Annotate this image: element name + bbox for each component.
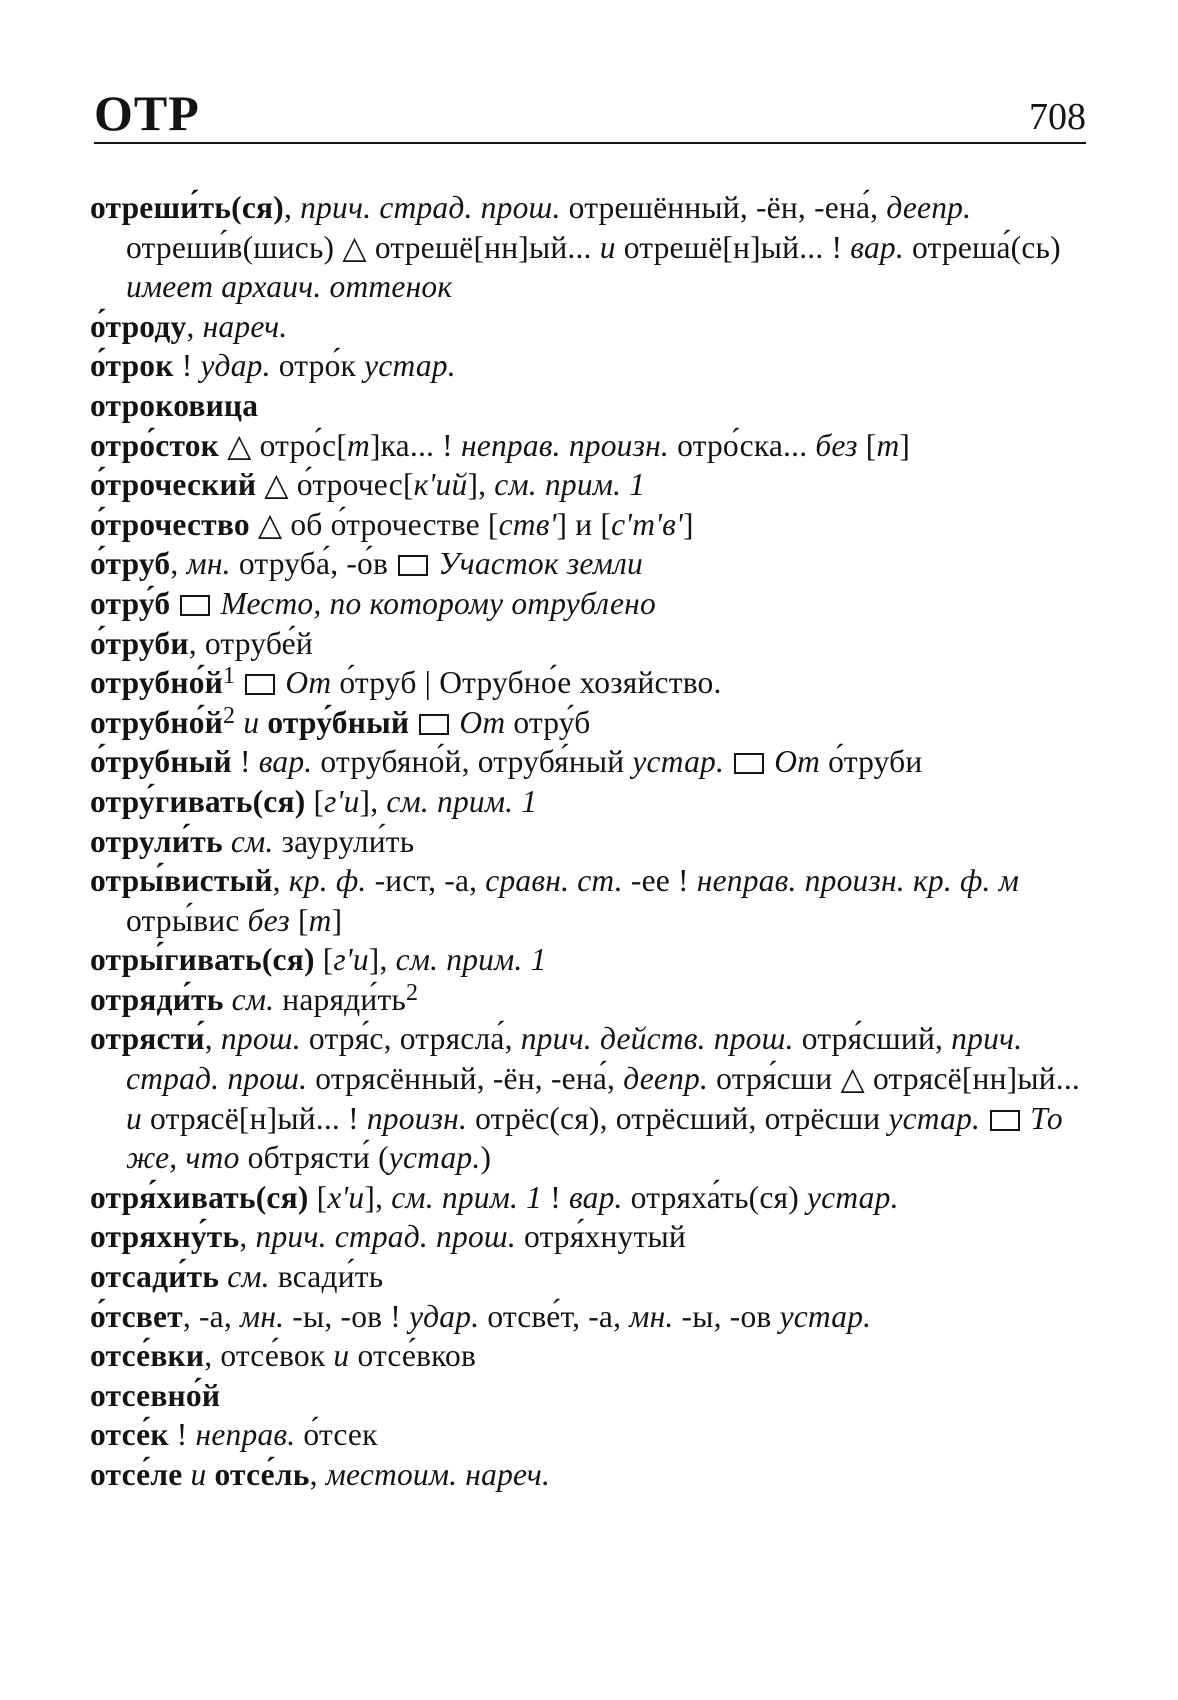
page-number: 708 (1029, 96, 1086, 138)
entry-text: , (170, 546, 187, 582)
dictionary-entry (90, 940, 1088, 980)
meaning-box-icon (419, 714, 449, 735)
entry-text (219, 1259, 227, 1294)
dictionary-entry (90, 188, 1088, 307)
italic-label: см. (227, 1259, 270, 1295)
italic-label: устар. (806, 1179, 899, 1215)
entry-text: △ о́трочес[ (256, 467, 414, 503)
entry-text: -ы, -ов (673, 1298, 780, 1334)
italic-label: От (459, 704, 506, 740)
entry-text (724, 744, 732, 779)
italic-label: мн. (629, 1298, 674, 1334)
entry-text: ) (480, 1140, 492, 1176)
entry-text: наряди́ть (274, 981, 406, 1017)
italic-label: прош. (220, 1021, 301, 1057)
entry-text: -ы, -ов ! (284, 1298, 410, 1334)
entry-text: отро́к (270, 348, 365, 384)
italic-label: удар. (200, 348, 271, 384)
headword: отрубно́й (90, 704, 224, 740)
entry-text: △ об о́трочестве [ (249, 506, 499, 542)
italic-label: вар. (258, 744, 313, 780)
italic-label: устар. (779, 1298, 872, 1334)
italic-label: прич. страд. прош. (300, 190, 561, 225)
dictionary-entry (90, 426, 1088, 466)
dictionary-entry (90, 1415, 1088, 1455)
meaning-box-icon (245, 674, 275, 695)
headword: отрули́ть (90, 823, 223, 859)
entry-text: отря́хнутый (515, 1219, 686, 1255)
headword: отсе́к (90, 1417, 169, 1453)
entry-text: , (283, 190, 301, 225)
entry-text: , (239, 1219, 256, 1255)
italic-label: и (599, 229, 616, 265)
entry-text (206, 1457, 214, 1492)
entry-text: заурули́ть (273, 823, 415, 859)
headword: отроковица (90, 387, 259, 423)
entry-text: , (186, 308, 203, 344)
dictionary-entry (90, 822, 1088, 862)
italic-label: устар. (888, 1100, 981, 1136)
italic-label: Место, по которому отрублено (220, 585, 656, 621)
italic-label: мн. (240, 1298, 285, 1334)
italic-label: с'т'в' (611, 506, 683, 542)
dictionary-entry (90, 346, 1088, 386)
entry-text: отры́вис (126, 902, 248, 938)
italic-label: т (308, 902, 332, 938)
headword: о́тсвет (90, 1298, 183, 1334)
entry-text: ], (467, 467, 495, 503)
entry-text: ] (899, 427, 911, 463)
entry-text: , (204, 1021, 221, 1057)
entry-text (766, 744, 774, 779)
italic-label: неправ. произн. (460, 427, 670, 463)
italic-label: и (333, 1338, 350, 1374)
italic-label: Участок земли (438, 546, 643, 582)
entry-text (224, 982, 232, 1017)
entry-text: , (309, 1457, 326, 1492)
homonym-index: 2 (223, 702, 236, 729)
headword: отреши́ть(ся) (90, 190, 284, 225)
headword: о́трубный (90, 744, 232, 780)
entry-text: ] (682, 506, 694, 542)
italic-label: к'ий (413, 467, 468, 503)
italic-label: г'и (324, 783, 360, 819)
dictionary-entry (90, 505, 1088, 545)
headword: о́трочество (90, 506, 250, 542)
entry-text: отрубяно́й, отрубя́ный (312, 744, 633, 780)
italic-label: устар. (364, 348, 456, 384)
italic-label: деепр. (623, 1061, 709, 1097)
entry-text: △ отро́с[ (219, 427, 348, 463)
entry-text: -ее ! (622, 863, 697, 899)
dictionary-entry (90, 307, 1088, 347)
headword: отсе́ль (214, 1457, 310, 1492)
italic-label: устар. (388, 1140, 481, 1176)
italic-label: произн. (366, 1100, 468, 1136)
entry-text: , (272, 863, 289, 899)
entry-text: отряха́ть(ся) (622, 1179, 807, 1215)
homonym-index: 1 (223, 663, 236, 690)
headword: о́труби (90, 625, 189, 661)
headword: отсади́ть (90, 1259, 220, 1295)
headword: отро́сток (90, 427, 219, 463)
entry-text: ] и [ (556, 506, 612, 542)
meaning-box-icon (398, 555, 428, 576)
italic-label: неправ. (195, 1417, 296, 1453)
entry-text: отрешённый, -ён, -ена́, (560, 190, 887, 225)
dictionary-entry (90, 1297, 1088, 1337)
entry-text: [ (308, 1179, 328, 1215)
entry-text: отрешё[н]ый... ! (615, 229, 851, 265)
italic-label: и (126, 1100, 142, 1136)
italic-label: прич. страд. прош. (255, 1219, 516, 1255)
headword: о́трок (90, 348, 174, 384)
entry-text: -ист, -а, (366, 863, 486, 899)
italic-label: То же, что (126, 1100, 1063, 1176)
entry-text: отреша́(сь) (903, 229, 1061, 265)
headword: о́труб (90, 546, 171, 582)
italic-label: удар. (409, 1298, 480, 1334)
entry-text: ] (331, 902, 343, 938)
headword: отры́вистый (90, 863, 273, 899)
headword: отсевно́й (90, 1377, 221, 1413)
headword: отру́б (90, 585, 171, 621)
italic-label: и (190, 1457, 207, 1492)
italic-label: без (815, 427, 858, 463)
entry-text (980, 1101, 988, 1136)
headword: о́троческий (90, 467, 257, 503)
entry-text: , -а, (182, 1298, 241, 1334)
dictionary-entry (90, 1019, 1088, 1177)
entry-text: ]ка... ! (369, 427, 461, 463)
italic-label: см. прим. 1 (391, 1179, 543, 1215)
headword: отря́хивать(ся) (90, 1179, 309, 1215)
italic-label: устар. (632, 744, 725, 780)
entry-text: ], (364, 1179, 392, 1215)
headword: отру́гивать(ся) (90, 783, 306, 819)
entry-text: ! (231, 744, 259, 780)
italic-label: см. прим. 1 (395, 942, 547, 978)
italic-label: вар. (850, 229, 904, 265)
dictionary-entry (90, 861, 1088, 940)
entry-text: , отрубе́й (188, 625, 313, 661)
headword: отсе́вки (90, 1338, 205, 1374)
headword: отрясти́ (90, 1021, 205, 1057)
dictionary-entry (90, 1336, 1088, 1376)
headword: отру́бный (267, 704, 410, 740)
italic-label: прич. страд. прош. (126, 1021, 1023, 1097)
entry-text (212, 586, 220, 621)
italic-label: и (243, 704, 260, 740)
italic-label: От (774, 744, 821, 780)
dictionary-entry (90, 1376, 1088, 1416)
entry-text: отрясённый, -ён, -ена́, (307, 1061, 624, 1097)
entry-text: о́труби (820, 744, 923, 780)
dictionary-entry (90, 663, 1088, 703)
entry-text: ], (368, 942, 396, 978)
italic-label: см. прим. 1 (386, 783, 538, 819)
meaning-box-icon (990, 1110, 1020, 1131)
entry-text: ! (173, 348, 201, 384)
dictionary-entry (90, 980, 1088, 1020)
italic-label: нареч. (202, 308, 288, 344)
entry-text: отреши́в(шись) △ отрешё[нн]ый... (126, 229, 600, 265)
entry-text: отсве́т, -а, (479, 1298, 630, 1334)
dictionary-entry (90, 386, 1088, 426)
entry-text: всади́ть (269, 1259, 384, 1295)
italic-label: прич. действ. прош. (520, 1021, 794, 1057)
dictionary-entry (90, 782, 1088, 822)
headword: отры́гивать(ся) (90, 942, 315, 978)
italic-label: вар. (568, 1179, 623, 1215)
entry-text: обтрясти́ ( (239, 1140, 389, 1176)
entry-text: отруба́, -о́в (230, 546, 397, 582)
entry-text: [ (857, 427, 877, 463)
italic-label: имеет архаич. оттенок (126, 269, 453, 305)
entry-text: [ (314, 942, 334, 978)
entry-text (409, 705, 417, 740)
entry-text: отро́ска... (669, 427, 816, 463)
meaning-box-icon (180, 595, 210, 616)
homonym-index: 2 (406, 979, 419, 1006)
entry-list (90, 188, 1088, 1495)
headword: отряхну́ть (90, 1219, 240, 1255)
page-header (94, 80, 1086, 144)
italic-label: деепр. (886, 190, 972, 225)
italic-label: мн. (186, 546, 231, 582)
entry-text: [ (289, 902, 309, 938)
italic-label: кр. ф. (288, 863, 367, 899)
entry-text: отсе́вков (349, 1338, 477, 1374)
running-head: ОТР (94, 85, 200, 141)
entry-text: [ (305, 783, 325, 819)
italic-label: сравн. ст. (485, 863, 623, 899)
dictionary-entry (90, 544, 1088, 584)
dictionary-entry (90, 1178, 1088, 1218)
entry-text (170, 586, 178, 621)
italic-label: местоим. нареч. (325, 1457, 551, 1492)
entry-text: о́труб | Отрубно́е хозяйство. (331, 665, 722, 701)
entry-text: ! (168, 1417, 196, 1453)
dictionary-entry (90, 584, 1088, 624)
dictionary-entry (90, 624, 1088, 664)
italic-label: От (285, 665, 332, 701)
dictionary-entry (90, 1257, 1088, 1297)
dictionary-entry (90, 1455, 1088, 1495)
italic-label: без (247, 902, 290, 938)
italic-label: см. прим. 1 (494, 467, 646, 503)
italic-label: см. (230, 823, 274, 859)
entry-text (223, 824, 231, 859)
entry-text: отру́б (505, 704, 591, 740)
entry-text: отрясё[н]ый... ! (141, 1100, 367, 1136)
headword: отряди́ть (90, 981, 224, 1017)
dictionary-entry (90, 703, 1088, 743)
headword: отсе́ле (90, 1457, 183, 1492)
dictionary-entry (90, 742, 1088, 782)
italic-label: неправ. произн. кр. ф. м (696, 863, 1019, 899)
headword: отрубно́й (90, 665, 224, 701)
entry-text: ], (359, 783, 387, 819)
entry-text: ! (542, 1179, 569, 1215)
entry-text: отря́сши △ отрясё[нн]ый... (708, 1061, 1080, 1097)
italic-label: ств' (498, 506, 557, 542)
italic-label: г'и (333, 942, 369, 978)
meaning-box-icon (734, 753, 764, 774)
entry-text: , отсе́вок (204, 1338, 334, 1374)
dictionary-entry (90, 465, 1088, 505)
entry-text: о́тсек (295, 1417, 378, 1453)
italic-label: см. (231, 981, 275, 1017)
italic-label: т (876, 427, 900, 463)
entry-text: отрёс(ся), отрёсший, отрёсши (467, 1100, 889, 1136)
entry-text (235, 665, 243, 700)
dictionary-entry (90, 1217, 1088, 1257)
headword: о́троду (90, 308, 187, 344)
entry-text: отря́с, отрясла́, (300, 1021, 521, 1057)
italic-label: х'и (327, 1179, 365, 1215)
entry-text: отря́сший, (793, 1021, 952, 1057)
italic-label: т (347, 427, 370, 463)
